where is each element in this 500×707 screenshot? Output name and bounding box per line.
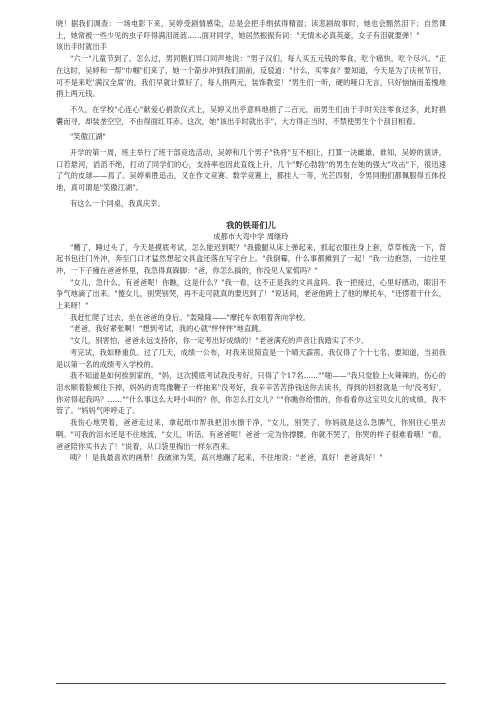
story-paragraph: "糟了，睡过头了，今天是摸底考试，怎么能迟到呢？"我撒腿从床上弹起来，抓起衣服往身上套，草草梳洗一下，背起书包往门外冲，奔至门口才猛然想起文具盒还落在写字台上。"我倒霉，什么事都摊到了一起！"我一边抱怨，一边往里冲，一下子撞在爸爸怀里，我急得真跺脚："爸，你怎么搞的，你没见人家慌吗？" [56, 242, 446, 275]
story-byline: 成都市大弯中学 周继玲 [213, 231, 289, 241]
footer-rule [56, 683, 446, 684]
document-page [56, 18, 446, 464]
story-paragraph: 考完试，我如释重负。过了几天，成绩一公布，对我来说简直是一个晴天霹雳，我仅得了个十七名，要知道，当初我是以第一名的成绩考入学校的。 [56, 347, 446, 369]
story-paragraph: "女儿，急什么，有爸爸呢！你瞧，这是什么？"我一看，这不正是我的文具盒吗。我一把接过，心里好感动，眼泪不争气地滴了出来。"傻女儿，别哭别哭，再不走可就真的要迟到了！"说话间，老爸他跨上了他的摩托车，"还愣着干什么，上来呀！" [56, 277, 446, 311]
story-paragraph: 我赶忙爬了过去，坐在爸爸的身后。"轰隆隆——"摩托车欢唱着奔向学校。 [70, 312, 311, 322]
story-paragraph: 我伤心地哭着，爸爸走过来，拿起纸巾帮我把泪水擦干净，"女儿，别哭了，你妈就是这么急脾气，你别往心里去啊。"可我的泪水还是不住地流，"女儿，听话，有爸爸呢！爸爸一定为你撑腰，你就不哭了，你哭的样子很难看哦！"看，爸爸陪你买书去了！"说着，从口袋里掏出一样东西来。 [56, 418, 446, 451]
intro-paragraph: 晓！据我们调查：一场电影下来，吴婷受剧情感染，总是会把手绢拭得精湿；读悲剧故事时，她也会黯然泪下；自然课上，她常被一些少见的虫子吓得满泪涟涟……面对同学，她居然振振有词："无情未必真英豪，女子有泪就要弹！" [56, 19, 446, 40]
section-heading-chushou: 该出手时就出手 [56, 42, 108, 52]
paragraph-election: 开学的第一周，班主举行了班干部竞选活动，吴婷和几个男子"铁将"互不相让，打算一决雌雄，谁知，吴婷的演讲，口若悬河，滔滔不绝，打动了同学们的心，支持率也因此直线上升，几个"野心勃勃"的男生在她的强大"攻击"下，很迅速了气的皮球——焉了。吴婷乘胜追击，又在作文竞赛、数学竞赛上，都挂人一等，光芒四射，令男同胞们都佩服得五体投地，真可谓是"笑傲江湖"。 [56, 148, 446, 193]
story-paragraph: "老爸，我好紧张啊！"想到考试，我的心就"怦怦怦"地直跳。 [70, 324, 266, 334]
closing-line: 有这么一个同桌，我真庆幸。 [70, 198, 165, 208]
story-paragraph: 咦？！是我最喜欢的画册！我破涕为笑，高兴地蹦了起来，不住地说："老爸，真好！老爸真好！" [70, 453, 383, 463]
paragraph-donation: 不久，在学校"心连心"献爱心捐款仪式上，吴婷又出乎意料地捐了二百元，而男生们由于手时关注零食过多，此时捐囊而寻，却装垄空空，不由得面红耳赤。这次，她"该出手时就出手"，大方得正当时，不禁使男生个个刮目相看。 [56, 104, 446, 126]
story-paragraph: "女儿，别害怕，爸爸永远支持你，你一定考出好成绩的！"老爸满充的声音让我踏实了不少。 [70, 336, 369, 346]
section-heading-xiaoao: "笑傲江湖" [70, 132, 106, 142]
story-title: 我的铁哥们儿 [226, 219, 276, 230]
paragraph-childrens-day: "六一"儿童节到了，怎么过，男同胞们异口同声地说："男子汉们，每人买五元钱的零食，吃个痛快，吃个尽兴。"正在这时，吴婷和一帮"巾帼"们来了，她一个箭步冲到我们面前，反驳道："什么，买零食？要知道，今天是为了庆祝节日，可不是来吃'满汉全席'的，我们早就计算好了，每人捐两元，装饰教室！"男生们一听，硬的哑口无言，只好恼恼而羞愧地捐上两元钱。 [56, 54, 446, 99]
story-paragraph: 我不知道是如何挨到家的，"妈，这次摸底考试我没考好，只得了个17名……""啪——"我只觉脸上火辣辣的，伤心的泪水顺着脸颊往下掉，妈妈的责骂像鞭子一样抽来"没考好，我辛辛苦苦挣钱送你去读书，得到的回报就是一句'没考好'，你对得起我吗？……""什么事这么大呼小叫的？你，你怎么打女儿？""你瞧你给惯的，你看看你这宝贝女儿的成绩，我不管了。"妈妈气呼呼走了。 [56, 371, 446, 416]
